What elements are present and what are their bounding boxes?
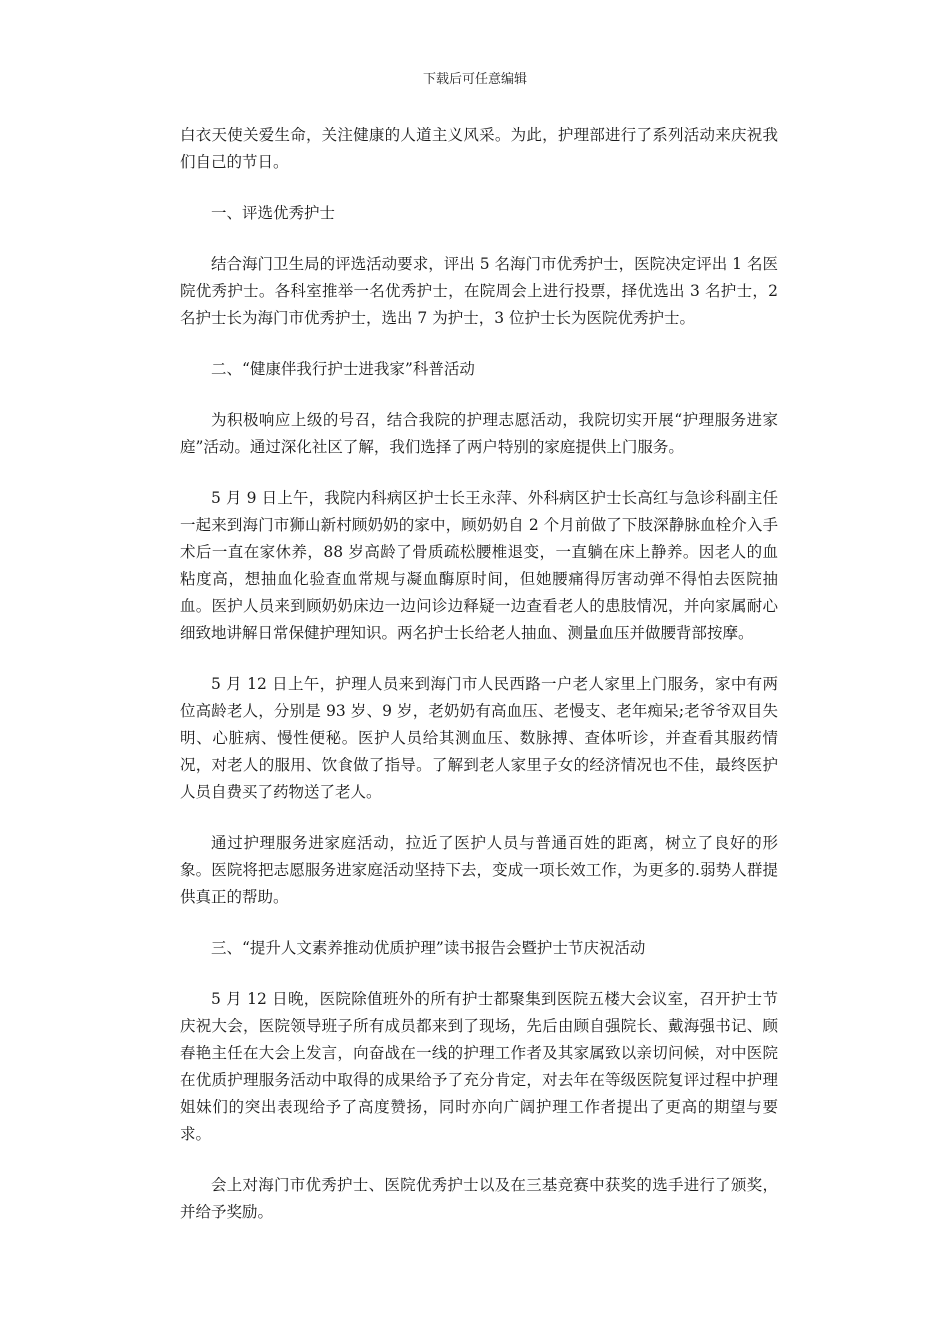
paragraph: 5 月 9 日上午，我院内科病区护士长王永萍、外科病区护士长高红与急诊科副主任一起来到海门市狮山新村顾奶奶的家中，顾奶奶自 2 个月前做了下肢深静脉血栓介入手术后一直在家休养，88 岁高龄了骨质疏松腰椎退变，一直躺在床上静养。因老人的血粘度高，想抽血化验查血常规与凝血酶原时间，但她腰痛得厉害动弹不得怕去医院抽血。医护人员来到顾奶奶床边一边问诊边释疑一边查看老人的患肢情况，并向家属耐心细致地讲解日常保健护理知识。两名护士长给老人抽血、测量血压并做腰背部按摩。 xyxy=(180,489,778,642)
download-note: 下载后可任意编辑 xyxy=(422,72,527,87)
section-heading-3: 三、“提升人文素养推动优质护理”读书报告会暨护士节庆祝活动 xyxy=(211,939,646,957)
paragraph: 结合海门卫生局的评选活动要求，评出 5 名海门市优秀护士，医院决定评出 1 名医院优秀护士。各科室推举一名优秀护士，在院周会上进行投票，择优选出 3 名护士，2 名护士长为海门市优秀护士，选出 7 为护士，3 位护士长为医院优秀护士。 xyxy=(180,255,778,327)
paragraph: 5 月 12 日晚，医院除值班外的所有护士都聚集到医院五楼大会议室，召开护士节庆祝大会，医院领导班子所有成员都来到了现场，先后由顾自强院长、戴海强书记、顾春艳主任在大会上发言，向奋战在一线的护理工作者及其家属致以亲切问候，对中医院在优质护理服务活动中取得的成果给予了充分肯定，对去年在等级医院复评过程中护理姐妹们的突出表现给予了高度赞扬，同时亦向广阔护理工作者提出了更高的期望与要求。 xyxy=(180,990,778,1143)
section-heading-1: 一、评选优秀护士 xyxy=(211,204,336,222)
paragraph: 通过护理服务进家庭活动，拉近了医护人员与普通百姓的距离，树立了良好的形象。医院将把志愿服务进家庭活动坚持下去，变成一项长效工作，为更多的.弱势人群提供真正的帮助。 xyxy=(180,834,778,906)
paragraph: 会上对海门市优秀护士、医院优秀护士以及在三基竞赛中获奖的选手进行了颁奖，并给予奖励。 xyxy=(180,1176,778,1221)
document-body xyxy=(180,122,778,1250)
section-heading-2: 二、“健康伴我行护士进我家”科普活动 xyxy=(211,360,475,378)
paragraph: 5 月 12 日上午，护理人员来到海门市人民西路一户老人家里上门服务，家中有两位高龄老人，分别是 93 岁、9 岁，老奶奶有高血压、老慢支、老年痴呆;老爷爷双目失明、心脏病、慢性便秘。医护人员给其测血压、数脉搏、查体听诊，并查看其服药情况，对老人的服用、饮食做了指导。了解到老人家里子女的经济情况也不佳，最终医护人员自费买了药物送了老人。 xyxy=(180,675,778,801)
intro-paragraph: 白衣天使关爱生命，关注健康的人道主义风采。为此，护理部进行了系列活动来庆祝我们自己的节日。 xyxy=(180,126,778,171)
paragraph: 为积极响应上级的号召，结合我院的护理志愿活动，我院切实开展“护理服务进家庭”活动。通过深化社区了解，我们选择了两户特别的家庭提供上门服务。 xyxy=(180,411,778,456)
